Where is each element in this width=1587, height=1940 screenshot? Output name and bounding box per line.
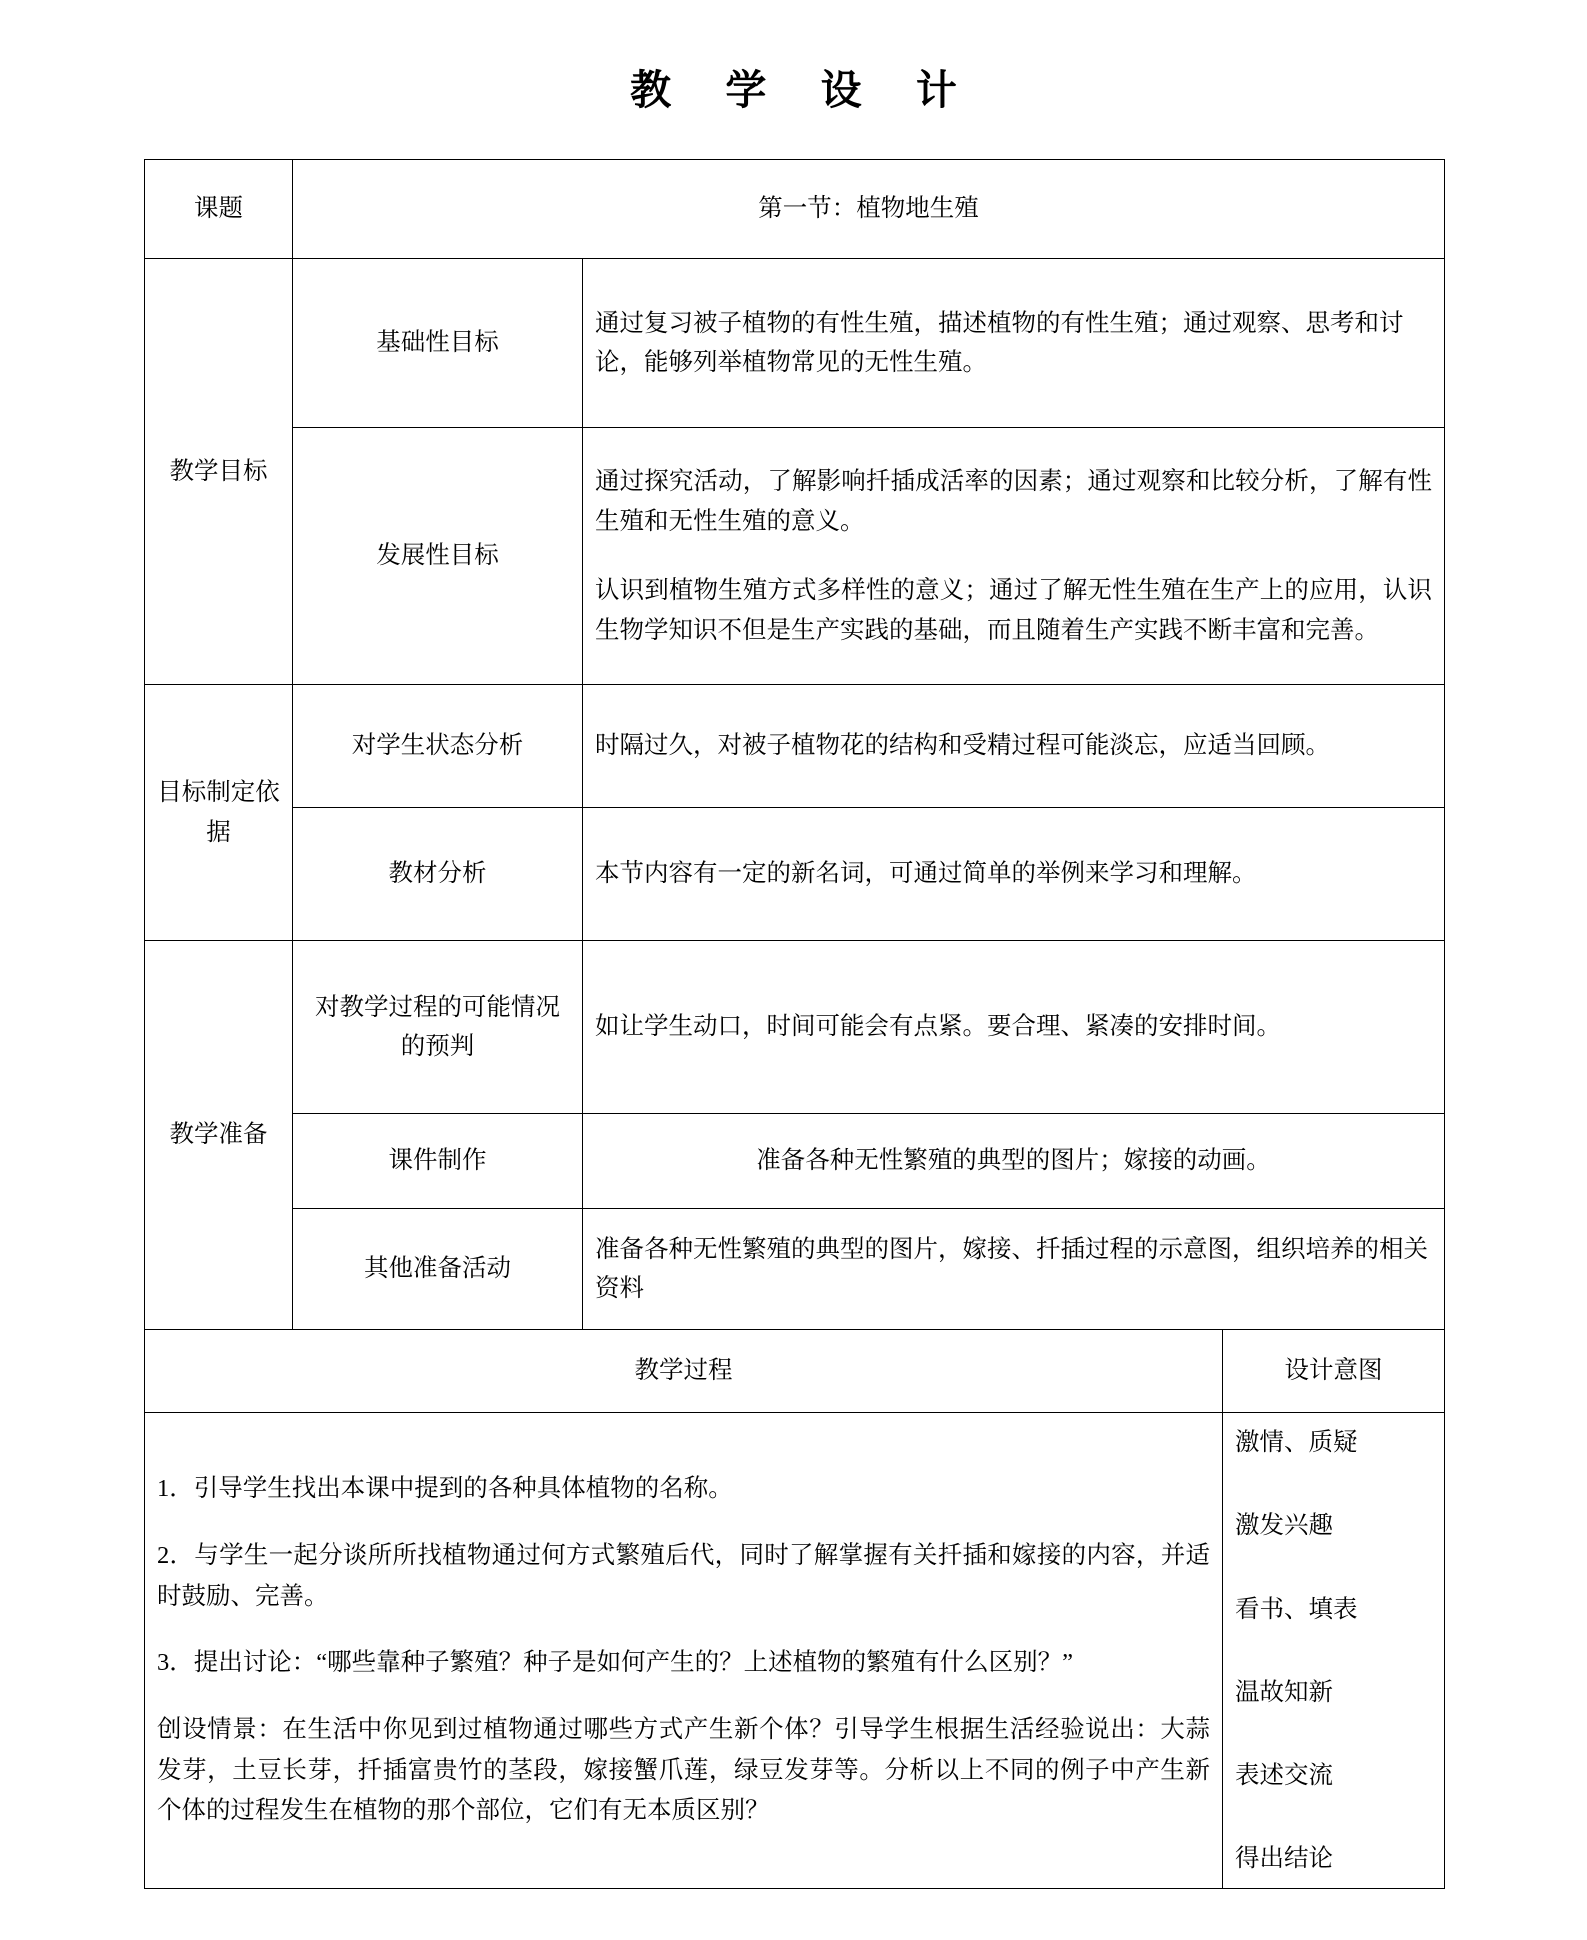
design-intent-item: 激情、质疑 [1235,1429,1358,1457]
objectives-label: 教学目标 [145,259,293,685]
design-intent-list [1223,1413,1445,1889]
table-row-process-body [145,1413,1445,1889]
process-header: 教学过程 [145,1330,1223,1413]
intent-header: 设计意图 [1223,1330,1445,1413]
topic-value: 第一节：植物地生殖 [293,160,1445,259]
table-row-other-preparation [145,1209,1445,1330]
basic-objective-text: 通过复习被子植物的有性生殖，描述植物的有性生殖；通过观察、思考和讨论，能够列举植物常见的无性生殖。 [583,259,1445,428]
topic-label: 课题 [145,160,293,259]
process-step: 3．提出讨论：“哪些靠种子繁殖？种子是如何产生的？上述植物的繁殖有什么区别？” [157,1649,1073,1677]
developmental-objective-paragraph-1: 通过探究活动，了解影响扦插成活率的因素；通过观察和比较分析，了解有性生殖和无性生殖的意义。 [595,467,1433,535]
table-row-developmental-objective [145,428,1445,685]
other-preparation-text: 准备各种无性繁殖的典型的图片，嫁接、扦插过程的示意图，组织培养的相关资料 [583,1209,1445,1330]
prediction-text: 如让学生动口，时间可能会有点紧。要合理、紧凑的安排时间。 [583,941,1445,1114]
prediction-label: 对教学过程的可能情况的预判 [293,941,583,1114]
design-intent-item: 看书、填表 [1235,1595,1358,1623]
courseware-label: 课件制作 [293,1114,583,1209]
student-analysis-text: 时隔过久，对被子植物花的结构和受精过程可能淡忘，应适当回顾。 [583,685,1445,808]
material-analysis-text: 本节内容有一定的新名词，可通过简单的举例来学习和理解。 [583,808,1445,941]
process-step: 创设情景：在生活中你见到过植物通过哪些方式产生新个体？引导学生根据生活经验说出：大蒜发芽，土豆长芽，扦插富贵竹的茎段，嫁接蟹爪莲，绿豆发芽等。分析以上不同的例子中产生新个体的过程发生在植物的那个部位，它们有无本质区别？ [157,1716,1210,1825]
table-row-material-analysis [145,808,1445,941]
process-step: 1．引导学生找出本课中提到的各种具体植物的名称。 [157,1475,733,1503]
developmental-objective-text [583,428,1445,685]
table-row-prediction [145,941,1445,1114]
preparation-label: 教学准备 [145,941,293,1330]
design-intent-item: 得出结论 [1235,1845,1333,1873]
developmental-objective-label: 发展性目标 [293,428,583,685]
table-row-courseware [145,1114,1445,1209]
table-row-process-header [145,1330,1445,1413]
basis-label: 目标制定依据 [145,685,293,941]
design-intent-item: 表述交流 [1235,1761,1333,1789]
design-intent-item: 激发兴趣 [1235,1512,1333,1540]
design-intent-item: 温故知新 [1235,1678,1333,1706]
other-preparation-label: 其他准备活动 [293,1209,583,1330]
developmental-objective-paragraph-2: 认识到植物生殖方式多样性的意义；通过了解无性生殖在生产上的应用，认识生物学知识不但是生产实践的基础，而且随着生产实践不断丰富和完善。 [595,577,1433,644]
process-steps [145,1413,1223,1889]
process-step: 2．与学生一起分谈所所找植物通过何方式繁殖后代，同时了解掌握有关扦插和嫁接的内容，并适时鼓励、完善。 [157,1542,1210,1610]
student-analysis-label: 对学生状态分析 [293,685,583,808]
table-row-student-analysis [145,685,1445,808]
lesson-plan-table [144,159,1445,1889]
material-analysis-label: 教材分析 [293,808,583,941]
basic-objective-label: 基础性目标 [293,259,583,428]
page-title: 教 学 设 计 [630,67,979,113]
table-row-basic-objective [145,259,1445,428]
courseware-text: 准备各种无性繁殖的典型的图片；嫁接的动画。 [583,1114,1445,1209]
table-row-topic [145,160,1445,259]
